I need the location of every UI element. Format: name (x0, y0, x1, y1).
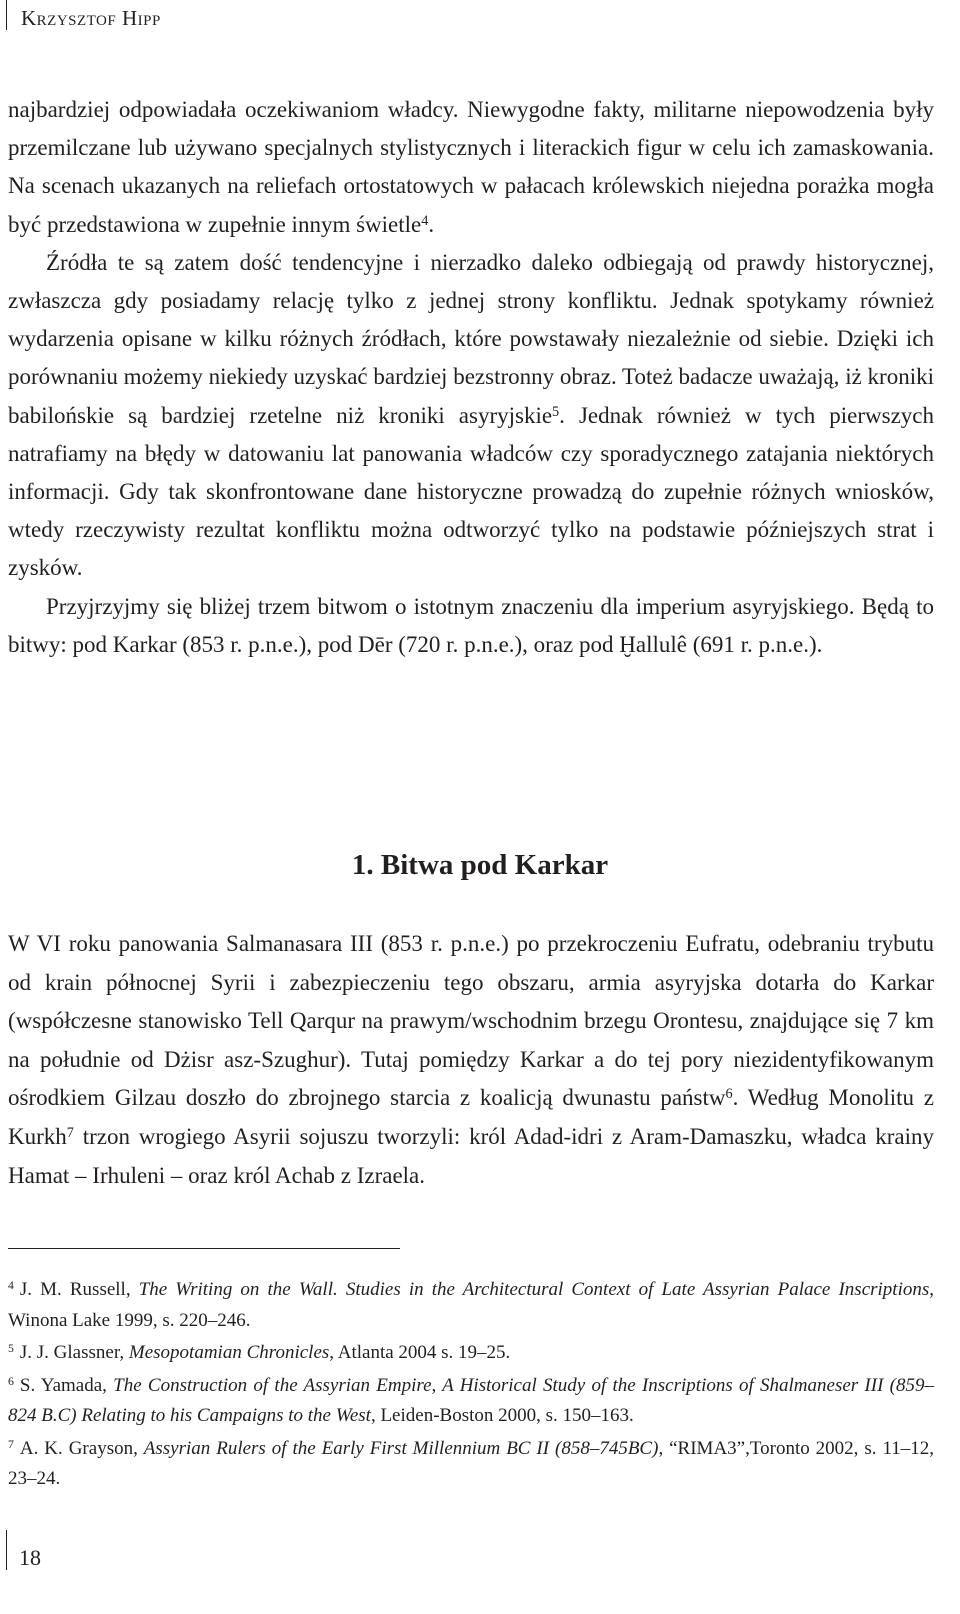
page-number: 18 (6, 1530, 41, 1570)
text-run: trzon wrogiego Asyrii sojuszu tworzyli: król Adad-idri z Aram-Damaszku, władca krainy Hamat – Irhuleni – oraz król Achab z Izraela. (8, 1123, 934, 1188)
text-run: J. M. Russell, (19, 1279, 139, 1300)
footnote-number: 4 (8, 1279, 14, 1293)
text-run: . Jednak również w tych pierwszych natrafiamy na błędy w datowaniu lat panowania władców czy sporadycznego zatajania niektórych informacji. Gdy tak skonfrontowane dane historyczne prowadzą do zupełnie różnych wniosków, wtedy rzeczywisty rezultat konfliktu można odtworzyć tylko na podstawie późniejszych strat i zysków. (8, 402, 934, 581)
italic-title: Mesopotamian Chronicles (128, 1342, 330, 1363)
footnote-number: 7 (8, 1437, 14, 1451)
text-run: , Atlanta 2004 s. 19–25. (329, 1342, 511, 1363)
footnotes (8, 1275, 934, 1497)
paragraph (8, 244, 934, 588)
text-run: Przyjrzyjmy się bliżej trzem bitwom o istotnym znaczeniu dla imperium asyryjskiego. Będą to bitwy: pod Karkar (853 r. p.n.e.), pod Dēr (720 r. p.n.e.), oraz pod Ḫallulê (691 r. p.n.e.). (8, 593, 934, 657)
text-run: . (428, 211, 435, 237)
running-head: Krzysztof Hipp (6, 0, 161, 30)
text-run: W VI roku panowania Salmanasara III (853 r. p.n.e.) po przekroczeniu Eufratu, odebraniu trybutu od krain północnej Syrii i zabezpieczeniu tego obszaru, armia asyryjska dotarła do Karkar (współczesne stanowisko Tell Qarqur na prawym/wschodnim brzegu Orontesu, znajdujące się 7 km na południe od Dżisr asz-Szughur). Tutaj pomiędzy Karkar a do tej pory niezidentyfikowanym ośrodkiem Gilzau doszło do zbrojnego starcia z koalicją dwunastu państw (8, 931, 934, 1111)
italic-title: The Construction of the Assyrian Empire, A Historical Study of the Inscriptions of Shalmaneser III (859–824 B.C) Relating to his Campaigns to the West (8, 1374, 934, 1426)
footnote-reference[interactable]: 7 (66, 1124, 74, 1141)
text-run: S. Yamada, (19, 1374, 114, 1396)
footnote (8, 1338, 934, 1369)
footnote-number: 5 (8, 1342, 14, 1356)
text-run: . Według Monolitu z Kurkh (8, 1085, 934, 1149)
footnote (8, 1371, 934, 1432)
footnote-number: 6 (8, 1374, 14, 1388)
text-run: A. K. Grayson, (19, 1437, 144, 1459)
footnote (8, 1434, 934, 1495)
footnote-reference[interactable]: 4 (421, 212, 429, 229)
footnote-separator (8, 1248, 400, 1249)
text-run: , Winona Lake 1999, s. 220–246. (8, 1279, 934, 1331)
paragraph (8, 588, 934, 664)
paragraph (8, 91, 934, 244)
text-run: najbardziej odpowiadała oczekiwaniom władcy. Niewygodne fakty, militarne niepowodzenia były przemilczane lub używano specjalnych stylistycznych i literackich figur w celu ich zamaskowania. Na scenach ukazanych na reliefach ortostatowych w pałacach królewskich niejedna porażka mogła być przedstawiona w zupełnie innym świetle (8, 97, 934, 237)
text-run: , “RIMA3”,Toronto 2002, s. 11–12, 23–24. (8, 1437, 934, 1489)
italic-title: Assyrian Rulers of the Early First Millennium BC II (858–745BC) (143, 1437, 659, 1459)
footnote (8, 1275, 934, 1336)
footnote-reference[interactable]: 5 (552, 403, 560, 420)
text-run: Źródła te są zatem dość tendencyjne i nierzadko daleko odbiegają od prawdy historycznej, zwłaszcza gdy posiadamy relację tylko z jednej strony konfliktu. Jednak spotykamy również wydarzenia opisane w kilku różnych źródłach, które powstawały niezależnie od siebie. Dzięki ich porównaniu możemy niekiedy uzyskać bardziej bezstronny obraz. Toteż badacze uważają, iż kroniki babilońskie są bardziej rzetelne niż kroniki asyryjskie (8, 249, 934, 428)
section-paragraph (8, 925, 934, 1195)
section-title: 1. Bitwa pod Karkar (351, 849, 609, 881)
text-run: , Leiden-Boston 2000, s. 150–163. (370, 1405, 634, 1426)
text-run: J. J. Glassner, (19, 1342, 129, 1363)
footnote-reference[interactable]: 6 (725, 1086, 733, 1103)
italic-title: The Writing on the Wall. Studies in the Architectural Context of Late Assyrian Palace Inscriptions (138, 1279, 930, 1300)
body-text (8, 91, 934, 664)
